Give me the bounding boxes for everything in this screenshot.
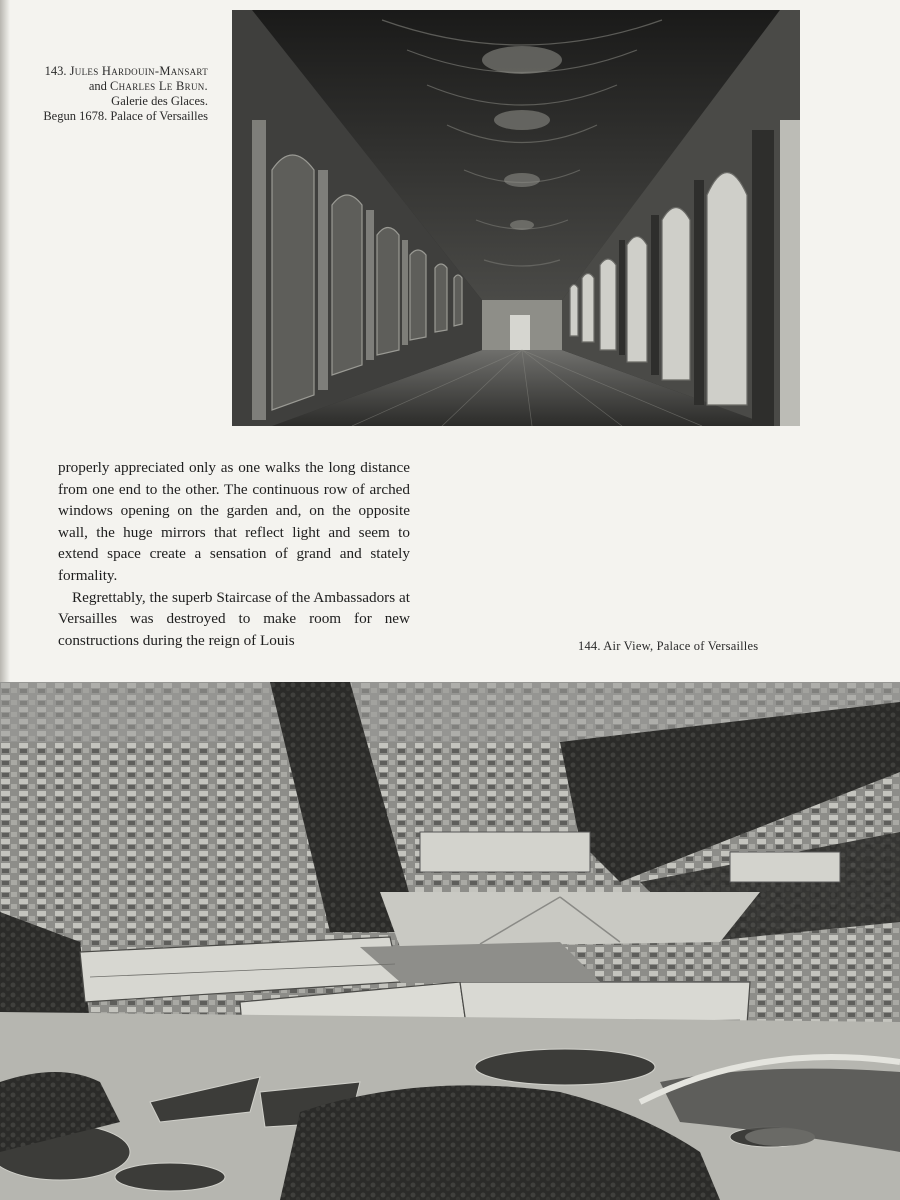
figure-143-number: 143. [44,64,67,78]
figure-143-and: and [88,79,107,93]
figure-143-date-place: Begun 1678. Palace of Versailles [43,109,208,123]
page-gutter-shadow [0,0,10,690]
body-paragraph-2: Regrettably, the superb Staircase of the Ambassadors at Versailles was destroyed to make room for new constructions during the reign of Louis [58,588,410,649]
hall-of-mirrors-photo [232,10,800,426]
figure-143-caption [20,64,208,124]
figure-143-title: Galerie des Glaces. [111,94,208,108]
body-text [58,457,410,651]
body-paragraph-1: properly appreciated only as one walks the long distance from one end to the other. The continuous row of arched windows opening on the garden and, on the opposite wall, the huge mirrors that reflect light and seem to extend space create a sensation of grand and stately formality. [58,459,410,584]
versailles-aerial-photo [0,682,900,1200]
figure-144-caption: 144. Air View, Palace of Versailles [578,639,759,653]
figure-143-author-2: Charles Le Brun. [110,79,208,93]
figure-143-author-1: Jules Hardouin-Mansart [69,64,208,78]
